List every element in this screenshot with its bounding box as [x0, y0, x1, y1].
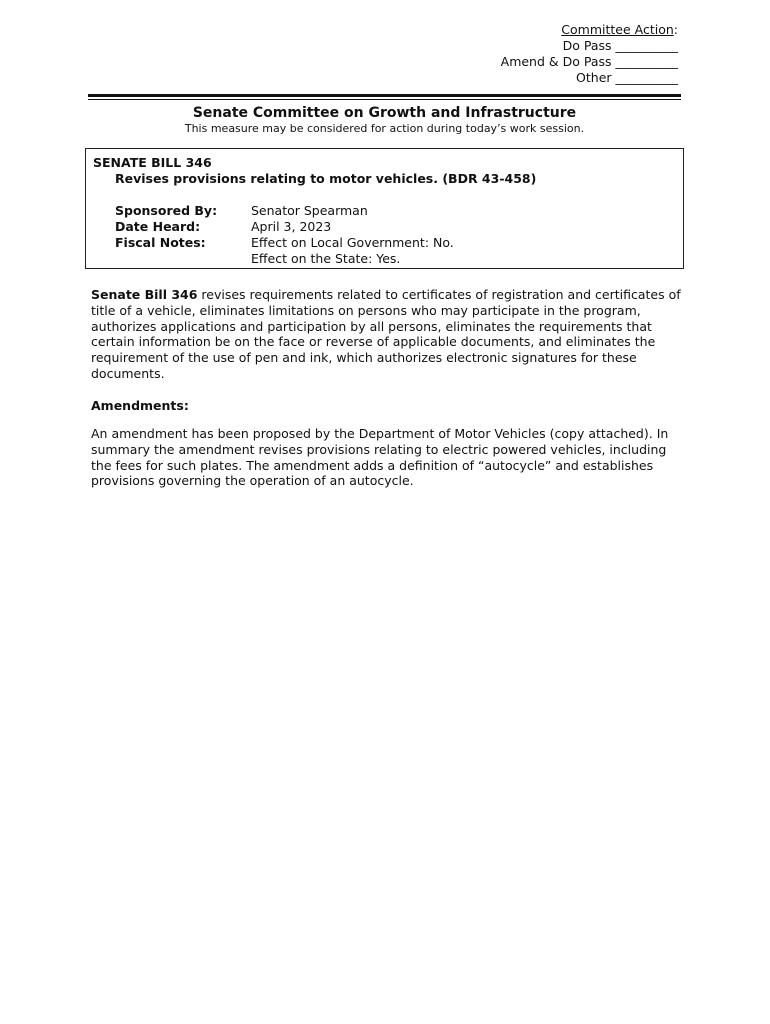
sponsored-by-label: Sponsored By: — [115, 203, 218, 218]
date-heard-value: April 3, 2023 — [251, 219, 332, 234]
bill-description-lead: Senate Bill 346 — [91, 287, 198, 302]
committee-action-title-suffix: : — [673, 22, 678, 37]
amendments-text: An amendment has been proposed by the Department of Motor Vehicles (copy attached). In summary the amendment revises provisions relating to electric powered vehicles, including the fees for such plates. The amendment adds a definition of “autocycle” and establishes provisions governing the operation of an autocycle. — [91, 426, 669, 489]
amendments-heading: Amendments: — [91, 398, 189, 413]
sponsored-by-value: Senator Spearman — [251, 203, 368, 218]
bill-description — [91, 287, 681, 382]
header-rule-thin — [88, 99, 681, 100]
committee-action-title-text: Committee Action — [561, 22, 674, 37]
date-heard-label: Date Heard: — [115, 219, 201, 234]
action-option-do-pass: Do Pass __________ — [562, 38, 678, 53]
committee-name: Senate Committee on Growth and Infrastructure — [192, 105, 577, 121]
action-option-other: Other __________ — [576, 70, 678, 85]
action-option-amend-do-pass: Amend & Do Pass __________ — [500, 54, 678, 69]
bill-description-text: revises requirements related to certificates of registration and certificates of title of a vehicle, eliminates limitations on persons who may participate in the program, authorizes applications and participation by all persons, eliminates the requirements that certain information be on the face or reverse of applicable documents, and eliminates the requirement of the use of pen and ink, which authorizes electronic signatures for these documents. — [91, 287, 681, 381]
committee-action-block — [501, 22, 678, 86]
bill-summary: Revises provisions relating to motor vehicles. (BDR 43-458) — [115, 171, 537, 186]
committee-note: This measure may be considered for action during today’s work session. — [184, 122, 585, 135]
committee-action-title — [501, 22, 678, 38]
fiscal-notes-label: Fiscal Notes: — [115, 235, 206, 250]
fiscal-local-value: Effect on Local Government: No. — [251, 235, 454, 250]
bill-info-box — [85, 148, 684, 269]
fiscal-state-value: Effect on the State: Yes. — [251, 251, 401, 266]
bill-number: SENATE BILL 346 — [93, 155, 212, 170]
header-rule-thick — [88, 94, 681, 97]
